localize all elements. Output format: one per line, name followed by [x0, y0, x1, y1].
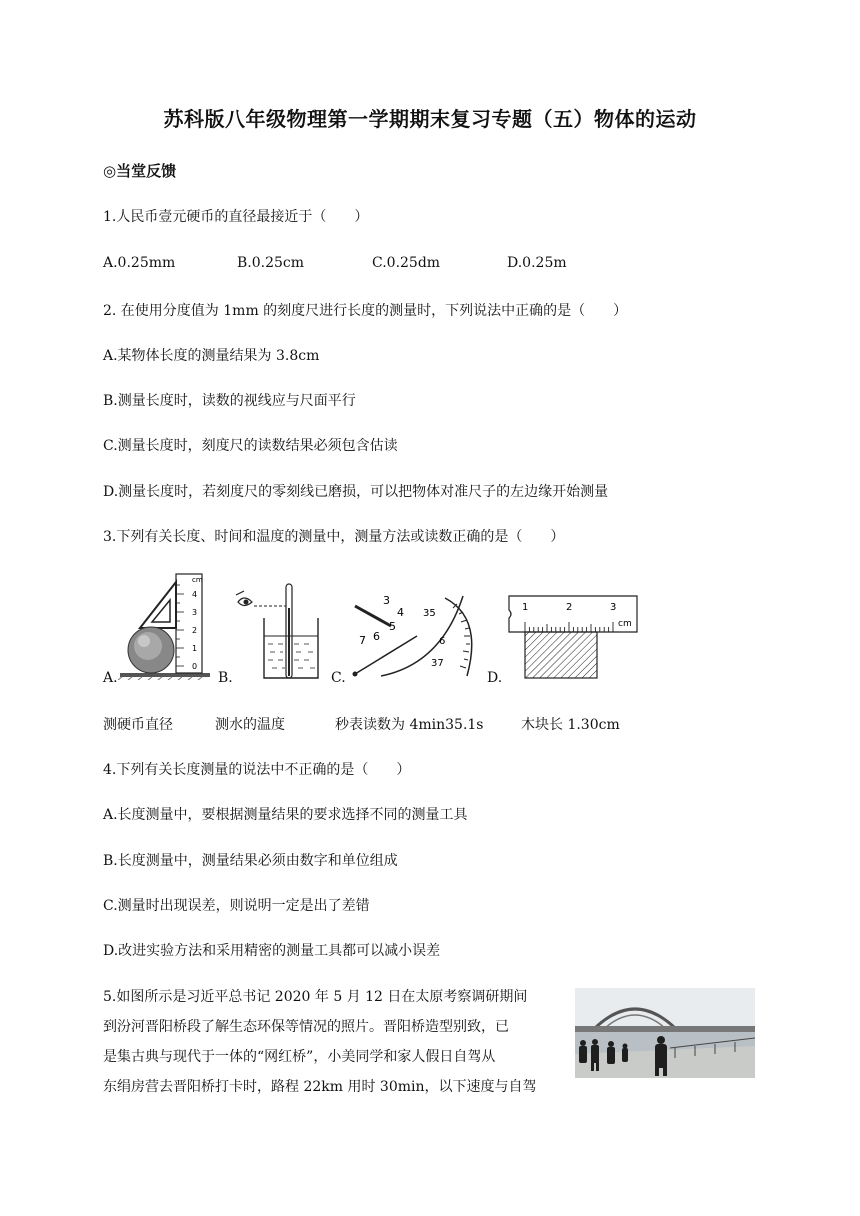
- ruler-a-tick-3: 3: [192, 608, 198, 617]
- question-4-option-a: A.长度测量中，要根据测量结果的要求选择不同的测量工具: [103, 807, 468, 823]
- question-5-line-1: 5.如图所示是习近平总书记 2020 年 5 月 12 日在太原考察调研期间: [103, 989, 528, 1005]
- question-1-option-c: C.0.25dm: [372, 255, 441, 271]
- dial-inner-3: 3: [383, 594, 390, 607]
- figure-a-coin-measurement: [118, 570, 213, 680]
- question-1-stem: 1.人民币壹元硬币的直径最接近于（ ）: [103, 209, 369, 225]
- ruler-a-tick-1: 1: [192, 644, 198, 653]
- ruler-a-tick-2: 2: [192, 626, 198, 635]
- question-2-option-d: D.测量长度时，若刻度尺的零刻线已磨损，可以把物体对准尺子的左边缘开始测量: [103, 484, 609, 500]
- question-5-line-2: 到汾河晋阳桥段了解生态环保等情况的照片。晋阳桥造型别致，已: [103, 1019, 509, 1035]
- dial-inner-4: 4: [397, 606, 404, 619]
- dial-outer-37: 37: [431, 658, 444, 669]
- question-1-option-b: B.0.25cm: [237, 255, 305, 271]
- wood-block: [525, 632, 597, 678]
- question-2-stem: 2. 在使用分度值为 1mm 的刻度尺进行长度的测量时，下列说法中正确的是（ ）: [103, 303, 628, 319]
- question-2-option-b: B.测量长度时，读数的视线应与尺面平行: [103, 393, 356, 409]
- figure-c-stopwatch: [345, 586, 480, 681]
- question-4-option-c: C.测量时出现误差，则说明一定是出了差错: [103, 898, 370, 914]
- question-1-option-a: A.0.25mm: [103, 255, 176, 271]
- question-4-option-b: B.长度测量中，测量结果必须由数字和单位组成: [103, 853, 398, 869]
- question-4-stem: 4.下列有关长度测量的说法中不正确的是（ ）: [103, 762, 411, 778]
- figure-d-caption: 木块长 1.30cm: [521, 717, 620, 733]
- figure-c-caption: 秒表读数为 4min35.1s: [335, 717, 484, 733]
- figure-d-block-ruler: [505, 592, 641, 682]
- vertical-ruler: [176, 574, 202, 673]
- figure-c-letter: C.: [331, 670, 346, 686]
- figure-b-letter: B.: [218, 670, 233, 686]
- figure-a-letter: A.: [103, 670, 118, 686]
- question-4-option-d: D.改进实验方法和采用精密的测量工具都可以减小误差: [103, 943, 441, 959]
- figure-d-letter: D.: [487, 670, 503, 686]
- ruler-d-tick-1: 1: [522, 602, 529, 613]
- ruler-d-unit: cm: [618, 619, 632, 629]
- section-heading: ◎当堂反馈: [103, 162, 177, 180]
- ruler-d-tick-3: 3: [610, 602, 617, 613]
- question-5-line-3: 是集古典与现代于一体的“网红桥”，小美同学和家人假日自驾从: [103, 1049, 496, 1065]
- dial-inner-7: 7: [359, 634, 366, 647]
- ruler-a-unit: cm: [192, 576, 203, 584]
- figure-a-caption: 测硬币直径: [103, 717, 173, 733]
- ruler-a-tick-4: 4: [192, 590, 198, 599]
- question-2-option-a: A.某物体长度的测量结果为 3.8cm: [103, 348, 320, 364]
- page-title: 苏科版八年级物理第一学期期末复习专题（五）物体的运动: [163, 107, 697, 131]
- dial-outer-35: 35: [423, 608, 436, 619]
- ruler-a-tick-0: 0: [192, 662, 198, 671]
- question-5-line-4: 东绢房营去晋阳桥打卡时，路程 22km 用时 30min，以下速度与自驾: [103, 1079, 537, 1095]
- dial-inner-6: 6: [373, 630, 380, 643]
- stopwatch-needle-upper: [355, 606, 391, 626]
- bridge-photo: [575, 988, 755, 1078]
- ruler-d-tick-2: 2: [566, 602, 573, 613]
- figure-b-thermometer: [232, 578, 322, 682]
- dial-outer-6: 6: [439, 636, 446, 647]
- figure-b-caption: 测水的温度: [215, 717, 285, 733]
- question-1-option-d: D.0.25m: [507, 255, 567, 271]
- dial-inner-5: 5: [389, 620, 396, 633]
- question-3-stem: 3.下列有关长度、时间和温度的测量中，测量方法或读数正确的是（ ）: [103, 529, 565, 545]
- stopwatch-inner-dial: [381, 596, 463, 676]
- question-2-option-c: C.测量长度时，刻度尺的读数结果必须包含估读: [103, 438, 398, 454]
